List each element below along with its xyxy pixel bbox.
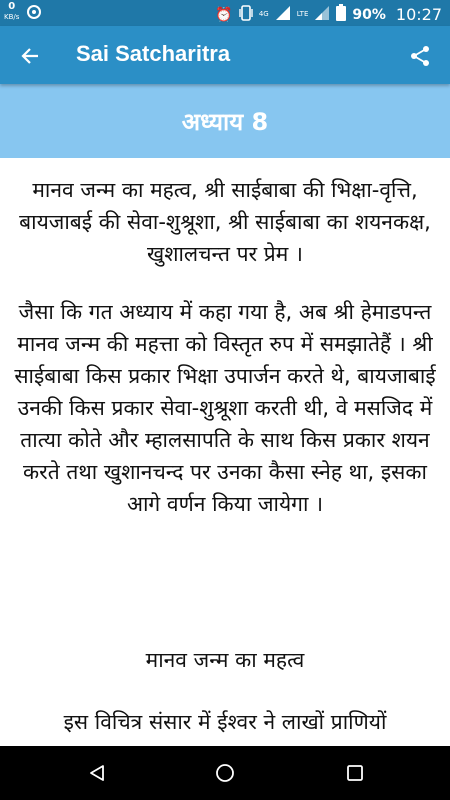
battery-level: 90% <box>352 6 386 23</box>
section-text: इस विचित्र संसार में ईश्वर ने लाखों प्राणियों <box>63 710 387 734</box>
clock: 10:27 <box>395 5 442 24</box>
app-toolbar <box>0 26 450 84</box>
nav-back-button[interactable] <box>82 758 112 788</box>
share-icon <box>409 45 431 67</box>
signal-icon <box>275 5 291 25</box>
chapter-summary: मानव जन्म का महत्व, श्री साईबाबा की भिक्षा-वृत्ति, बायजाबई की सेवा-शुश्रूशा, श्री साईबाबा का शयनकक्ष, खुशालचन्त पर प्रेम । <box>19 178 431 266</box>
network-speed-value: 0 <box>8 1 16 12</box>
chapter-intro: जैसा कि गत अध्याय में कहा गया है, अब श्री हेमाडपन्त मानव जन्म की महत्ता को विस्तृत रुप में समझातेहैं । श्री साईबाबा किस प्रकार भिक्षा उपार्जन करते थे, बायजाबाई उनकी किस प्रकार सेवा-शुश्रूशा करती थी, वे मसजिद में तात्या कोते और म्हालसापति के साथ किस प्रकार शयन करते तथा खुशानचन्द पर उनका कैसा स्नेह था, इसका आगे वर्णन किया जायेगा । <box>14 300 436 516</box>
alarm-icon: ⏰ <box>215 6 233 23</box>
vibrate-icon <box>239 5 253 25</box>
back-button[interactable] <box>12 38 48 74</box>
share-button[interactable] <box>402 38 438 74</box>
nav-home-icon <box>214 762 236 784</box>
nav-recents-icon <box>345 763 365 783</box>
back-arrow-icon <box>20 46 40 66</box>
nav-home-button[interactable] <box>210 758 240 788</box>
signal-icon-secondary <box>314 5 330 25</box>
section-heading: मानव जन्म का महत्व <box>145 648 305 672</box>
nav-back-icon <box>87 763 107 783</box>
network-type-secondary: LTE <box>296 10 309 18</box>
chapter-header <box>0 84 450 158</box>
system-nav-bar <box>0 746 450 800</box>
page-title: Sai Satcharitra <box>76 41 231 66</box>
battery-icon <box>336 4 346 25</box>
chapter-heading: अध्याय 8 <box>181 107 269 136</box>
chapter-content[interactable] <box>0 158 450 746</box>
network-type: 4G <box>258 10 269 18</box>
sync-status-icon <box>27 5 41 19</box>
network-speed <box>4 2 19 22</box>
network-speed-unit: KB/s <box>4 13 20 21</box>
status-bar <box>0 0 450 26</box>
nav-recents-button[interactable] <box>340 758 370 788</box>
